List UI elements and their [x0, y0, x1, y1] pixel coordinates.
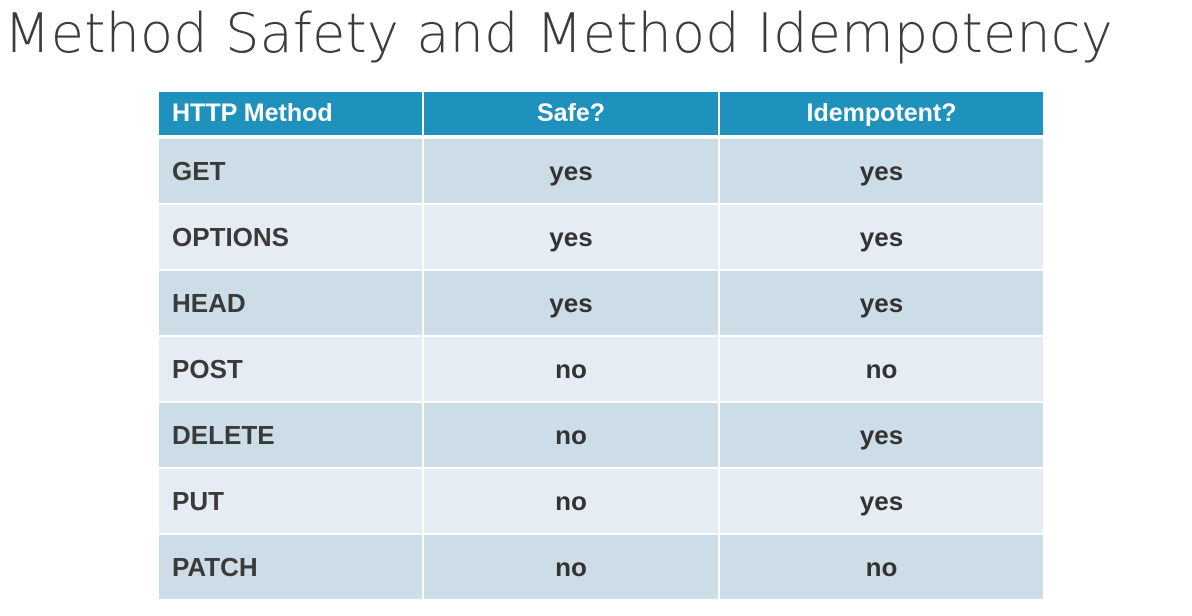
header-idempotent: Idempotent? — [720, 92, 1043, 139]
method-cell: OPTIONS — [159, 205, 424, 271]
method-cell: DELETE — [159, 403, 424, 469]
table-row — [159, 469, 1043, 535]
slide-title: Method Safety and Method Idempotency — [4, 2, 1113, 65]
method-cell: PUT — [159, 469, 424, 535]
safe-cell: yes — [424, 205, 720, 271]
method-safety-table — [159, 92, 1043, 601]
table-header-row — [159, 92, 1043, 139]
table-row — [159, 535, 1043, 601]
idempotent-cell: yes — [720, 139, 1043, 205]
safe-cell: yes — [424, 271, 720, 337]
safe-cell: no — [424, 469, 720, 535]
table-row — [159, 403, 1043, 469]
method-cell: HEAD — [159, 271, 424, 337]
table-row — [159, 271, 1043, 337]
table-row — [159, 205, 1043, 271]
idempotent-cell: yes — [720, 271, 1043, 337]
header-http-method: HTTP Method — [159, 92, 424, 139]
idempotent-cell: yes — [720, 469, 1043, 535]
safe-cell: no — [424, 535, 720, 601]
safe-cell: yes — [424, 139, 720, 205]
safe-cell: no — [424, 403, 720, 469]
method-cell: PATCH — [159, 535, 424, 601]
table-row — [159, 139, 1043, 205]
idempotent-cell: yes — [720, 205, 1043, 271]
safe-cell: no — [424, 337, 720, 403]
method-cell: GET — [159, 139, 424, 205]
idempotent-cell: yes — [720, 403, 1043, 469]
method-cell: POST — [159, 337, 424, 403]
table-row — [159, 337, 1043, 403]
idempotent-cell: no — [720, 535, 1043, 601]
idempotent-cell: no — [720, 337, 1043, 403]
header-safe: Safe? — [424, 92, 720, 139]
